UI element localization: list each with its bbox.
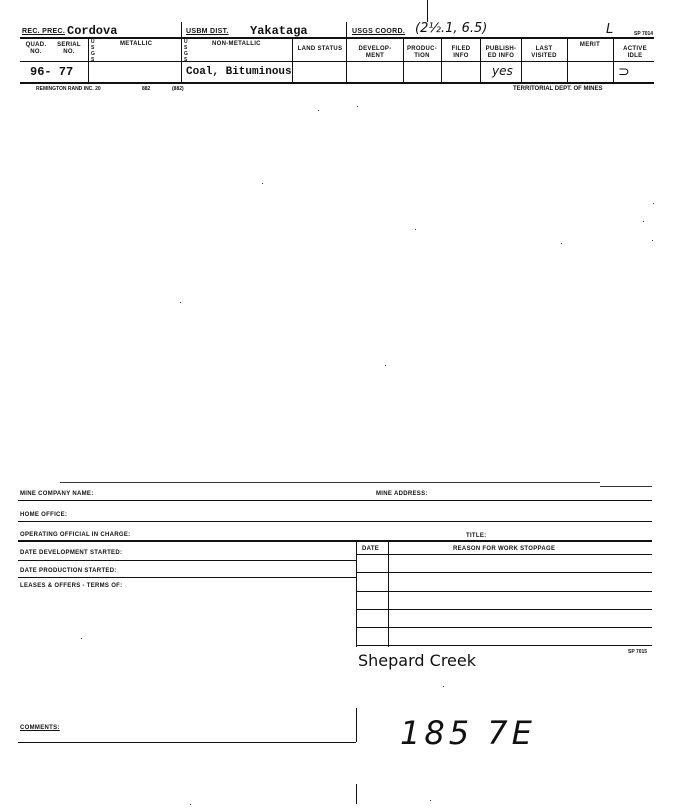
operating-official-label: OPERATING OFFICIAL IN CHARGE: [20, 532, 131, 538]
date-production-started-label: DATE PRODUCTION STARTED: [20, 568, 117, 574]
col-divider [292, 38, 293, 82]
home-office-label: HOME OFFICE: [20, 512, 68, 518]
form-code-top: SP 7014 [634, 31, 654, 37]
scan-speck [385, 365, 386, 366]
col-production: PRODUC- TION [406, 46, 438, 59]
rule [20, 82, 654, 84]
rule [600, 486, 652, 487]
scan-speck [652, 240, 653, 241]
commodity-value: Coal, Bituminous [186, 66, 292, 78]
rule [18, 540, 652, 542]
card-footer-left: REMINGTON RAND INC. 20 [36, 86, 101, 92]
col-metallic-prefix: U S G S [91, 39, 96, 63]
rule [18, 560, 356, 561]
rule [356, 554, 652, 555]
col-active-idle: ACTIVE IDLE [623, 46, 647, 59]
col-non-metallic: NON-METALLIC [212, 41, 261, 47]
col-divider [88, 38, 89, 82]
col-quad-no: QUAD. NO. [25, 42, 47, 55]
leases-offers-label: LEASES & OFFERS - TERMS OF: [20, 583, 123, 589]
scan-speck [190, 804, 191, 805]
col-land-status: LAND STATUS [297, 46, 343, 52]
scan-speck [262, 183, 263, 184]
card-footer-mid2: (882) [172, 86, 184, 92]
date-development-started-label: DATE DEVELOPMENT STARTED: [20, 550, 123, 556]
col-divider [521, 38, 522, 82]
handwritten-number: 185 7E [400, 714, 536, 752]
rule [60, 482, 600, 483]
rec-prec-value: Cordova [67, 24, 118, 38]
rule [20, 61, 654, 62]
col-divider [356, 708, 357, 742]
col-metallic: METALLIC [120, 41, 153, 47]
reason-col-header: REASON FOR WORK STOPPAGE [453, 546, 556, 552]
rule [356, 627, 652, 628]
col-nonmetallic-prefix: U S G S [184, 39, 189, 63]
published-info-value: yes [492, 64, 513, 78]
scan-speck [318, 110, 319, 111]
scan-speck [430, 800, 431, 801]
scan-speck [81, 638, 82, 639]
col-divider [441, 38, 442, 82]
rule [18, 577, 356, 578]
active-idle-mark: ⊃ [618, 64, 630, 80]
col-merit: MERIT [579, 42, 601, 48]
col-filed-info: FILED INFO [451, 46, 471, 59]
rule [18, 521, 652, 522]
scan-speck [653, 203, 654, 204]
quad-serial-value: 96- 77 [30, 65, 74, 79]
rule [20, 37, 654, 39]
form-code-bottom: SP 7015 [628, 649, 648, 655]
punch-mark [427, 0, 428, 22]
corner-mark: L [606, 22, 614, 37]
usbm-dist-label: USBM DIST. [186, 28, 229, 35]
usbm-dist-value: Yakataga [250, 24, 308, 38]
scan-speck [443, 686, 444, 687]
rule [356, 645, 652, 646]
col-divider [567, 38, 568, 82]
handwritten-location: Shepard Creek [358, 651, 476, 670]
scan-speck [180, 302, 181, 303]
scan-speck [415, 229, 416, 230]
rule [18, 500, 652, 501]
col-divider [388, 541, 389, 647]
scan-speck [357, 106, 358, 107]
mine-company-name-label: MINE COMPANY NAME: [20, 491, 94, 497]
rule [18, 742, 356, 743]
rule [356, 609, 652, 610]
rule [356, 591, 652, 592]
date-col-header: DATE [362, 546, 380, 552]
usgs-coord-label: USGS COORD. [352, 28, 406, 35]
title-label: TITLE: [466, 533, 487, 539]
col-serial-no: SERIAL NO. [57, 42, 81, 55]
usgs-coord-value: (2½.1, 6.5) [415, 21, 488, 36]
comments-label: COMMENTS: [20, 725, 60, 731]
col-development: DEVELOP- MENT [358, 46, 392, 59]
rec-prec-label: REC. PREC. [22, 28, 66, 35]
rule [356, 572, 652, 573]
card-footer-right: TERRITORIAL DEPT. OF MINES [513, 86, 603, 92]
card-footer-mid: 882 [142, 86, 151, 92]
col-divider [356, 541, 357, 647]
scan-speck [643, 221, 644, 222]
col-last-visited: LAST VISITED [531, 46, 557, 59]
col-divider [181, 22, 182, 82]
col-divider [356, 784, 357, 804]
col-divider [480, 38, 481, 82]
col-divider [346, 22, 347, 82]
col-divider [403, 38, 404, 82]
mine-address-label: MINE ADDRESS: [376, 491, 428, 497]
col-published-info: PUBLISH- ED INFO [485, 46, 517, 59]
scan-speck [561, 243, 562, 244]
col-divider [613, 38, 614, 82]
